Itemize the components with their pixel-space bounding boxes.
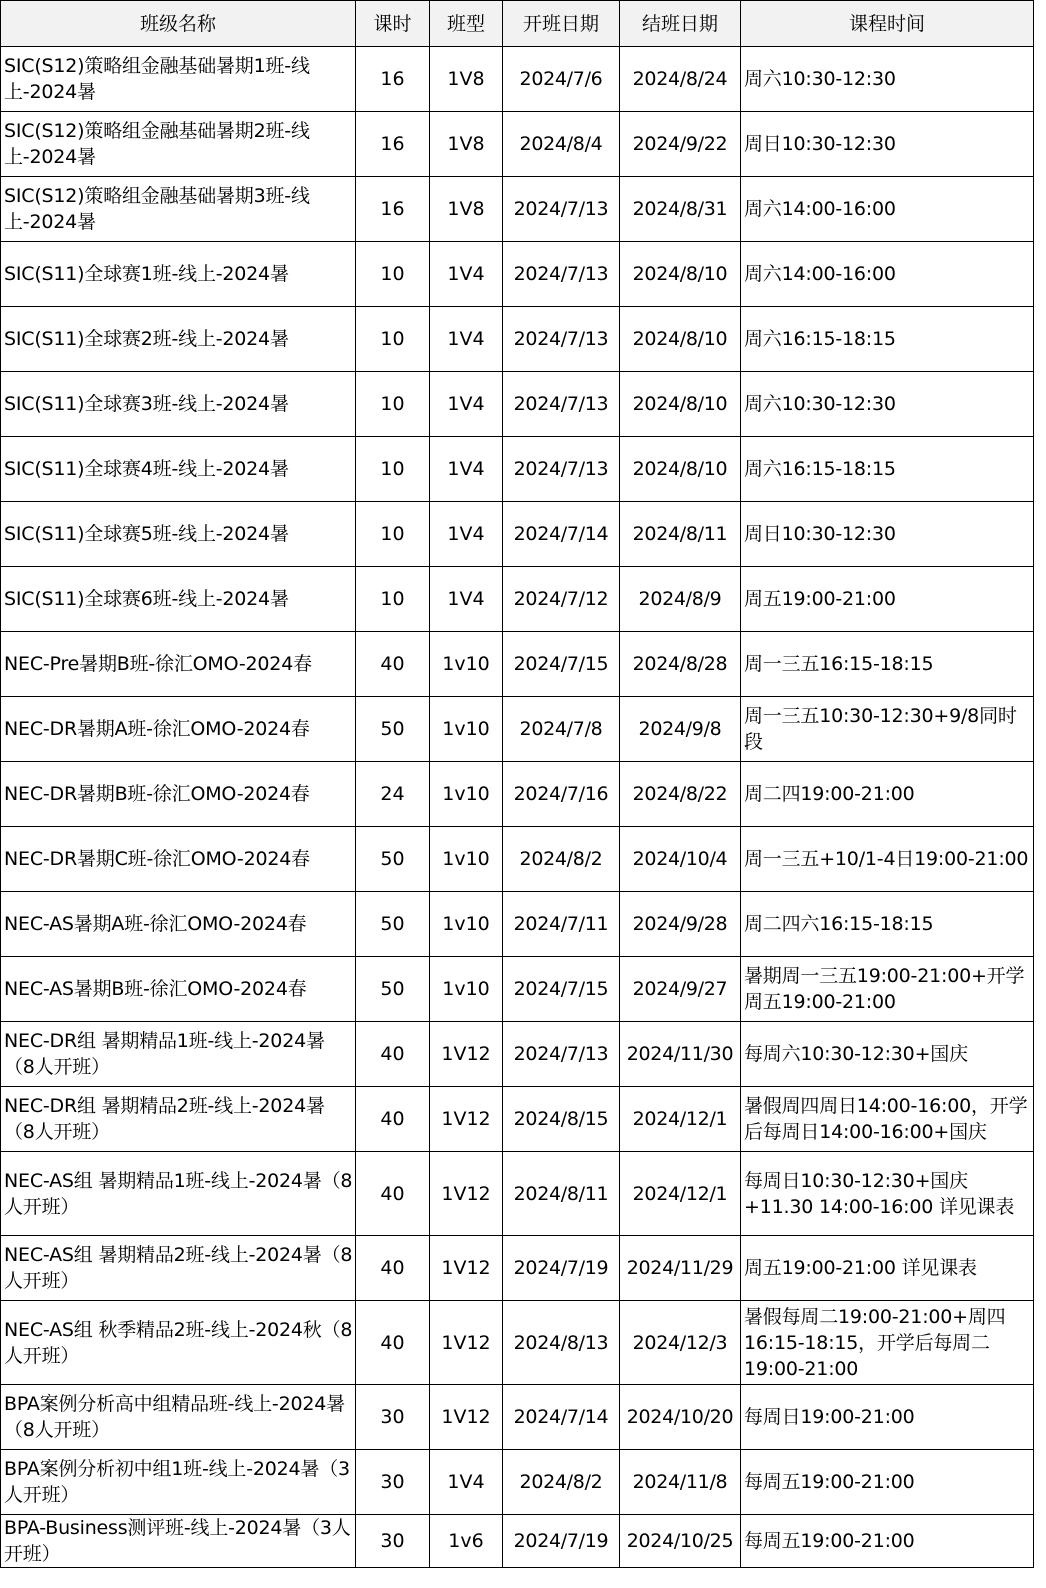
end-date-cell: 2024/12/1	[620, 1152, 741, 1236]
start-date-cell: 2024/7/13	[503, 1022, 620, 1087]
end-date-cell: 2024/11/29	[620, 1236, 741, 1301]
table-row	[1, 437, 1034, 502]
hours-cell: 40	[356, 632, 430, 697]
hours-cell: 30	[356, 1515, 430, 1568]
start-date-cell: 2024/8/2	[503, 827, 620, 892]
table-row	[1, 47, 1034, 112]
schedule-cell: 周六14:00-16:00	[741, 177, 1034, 242]
table-row	[1, 1236, 1034, 1301]
class-type-cell: 1V4	[430, 437, 503, 502]
table-row	[1, 307, 1034, 372]
class-type-cell: 1v10	[430, 892, 503, 957]
schedule-cell: 周一三五+10/1-4日19:00-21:00	[741, 827, 1034, 892]
schedule-cell: 周二四19:00-21:00	[741, 762, 1034, 827]
class-name-cell: SIC(S12)策略组金融基础暑期1班-线上-2024暑	[1, 47, 356, 112]
class-name-cell: SIC(S12)策略组金融基础暑期3班-线上-2024暑	[1, 177, 356, 242]
class-type-cell: 1V4	[430, 372, 503, 437]
schedule-cell: 周六10:30-12:30	[741, 47, 1034, 112]
table-row	[1, 892, 1034, 957]
header-class-name: 班级名称	[1, 1, 356, 47]
end-date-cell: 2024/10/25	[620, 1515, 741, 1568]
schedule-cell: 周日10:30-12:30	[741, 112, 1034, 177]
class-name-cell: NEC-DR组 暑期精品1班-线上-2024暑（8人开班）	[1, 1022, 356, 1087]
end-date-cell: 2024/8/10	[620, 372, 741, 437]
hours-cell: 30	[356, 1450, 430, 1515]
table-row	[1, 1450, 1034, 1515]
hours-cell: 50	[356, 957, 430, 1022]
class-name-cell: NEC-DR暑期C班-徐汇OMO-2024春	[1, 827, 356, 892]
header-hours: 课时	[356, 1, 430, 47]
class-type-cell: 1v10	[430, 697, 503, 762]
schedule-cell: 周六16:15-18:15	[741, 307, 1034, 372]
class-type-cell: 1V8	[430, 112, 503, 177]
class-name-cell: BPA案例分析高中组精品班-线上-2024暑（8人开班）	[1, 1385, 356, 1450]
start-date-cell: 2024/7/13	[503, 242, 620, 307]
table-row	[1, 1385, 1034, 1450]
table-row	[1, 1022, 1034, 1087]
hours-cell: 10	[356, 372, 430, 437]
hours-cell: 16	[356, 47, 430, 112]
schedule-cell: 暑期周一三五19:00-21:00+开学周五19:00-21:00	[741, 957, 1034, 1022]
start-date-cell: 2024/7/12	[503, 567, 620, 632]
class-type-cell: 1v10	[430, 762, 503, 827]
start-date-cell: 2024/8/2	[503, 1450, 620, 1515]
end-date-cell: 2024/12/1	[620, 1087, 741, 1152]
table-row	[1, 1515, 1034, 1568]
end-date-cell: 2024/9/22	[620, 112, 741, 177]
start-date-cell: 2024/7/13	[503, 372, 620, 437]
end-date-cell: 2024/8/10	[620, 307, 741, 372]
class-name-cell: BPA-Business测评班-线上-2024暑（3人开班）	[1, 1515, 356, 1568]
end-date-cell: 2024/8/31	[620, 177, 741, 242]
schedule-cell: 周六16:15-18:15	[741, 437, 1034, 502]
hours-cell: 10	[356, 567, 430, 632]
header-end-date: 结班日期	[620, 1, 741, 47]
schedule-cell: 暑假周四周日14:00-16:00，开学后每周日14:00-16:00+国庆	[741, 1087, 1034, 1152]
class-name-cell: SIC(S11)全球赛3班-线上-2024暑	[1, 372, 356, 437]
end-date-cell: 2024/12/3	[620, 1301, 741, 1385]
class-name-cell: NEC-DR暑期A班-徐汇OMO-2024春	[1, 697, 356, 762]
class-type-cell: 1v10	[430, 632, 503, 697]
end-date-cell: 2024/10/20	[620, 1385, 741, 1450]
hours-cell: 40	[356, 1087, 430, 1152]
class-name-cell: NEC-DR组 暑期精品2班-线上-2024暑（8人开班）	[1, 1087, 356, 1152]
end-date-cell: 2024/8/10	[620, 437, 741, 502]
schedule-cell: 周二四六16:15-18:15	[741, 892, 1034, 957]
header-schedule: 课程时间	[741, 1, 1034, 47]
table-row	[1, 1301, 1034, 1385]
hours-cell: 40	[356, 1236, 430, 1301]
table-row	[1, 567, 1034, 632]
schedule-cell: 每周日19:00-21:00	[741, 1385, 1034, 1450]
end-date-cell: 2024/11/30	[620, 1022, 741, 1087]
start-date-cell: 2024/7/16	[503, 762, 620, 827]
class-type-cell: 1v10	[430, 957, 503, 1022]
schedule-cell: 周五19:00-21:00 详见课表	[741, 1236, 1034, 1301]
start-date-cell: 2024/7/13	[503, 177, 620, 242]
start-date-cell: 2024/8/15	[503, 1087, 620, 1152]
end-date-cell: 2024/9/27	[620, 957, 741, 1022]
start-date-cell: 2024/7/11	[503, 892, 620, 957]
table-row	[1, 697, 1034, 762]
start-date-cell: 2024/8/4	[503, 112, 620, 177]
class-name-cell: BPA案例分析初中组1班-线上-2024暑（3人开班）	[1, 1450, 356, 1515]
start-date-cell: 2024/7/15	[503, 632, 620, 697]
start-date-cell: 2024/7/8	[503, 697, 620, 762]
table-row	[1, 112, 1034, 177]
start-date-cell: 2024/8/11	[503, 1152, 620, 1236]
class-name-cell: SIC(S11)全球赛4班-线上-2024暑	[1, 437, 356, 502]
hours-cell: 24	[356, 762, 430, 827]
start-date-cell: 2024/8/13	[503, 1301, 620, 1385]
class-type-cell: 1V12	[430, 1022, 503, 1087]
class-name-cell: SIC(S11)全球赛2班-线上-2024暑	[1, 307, 356, 372]
schedule-cell: 每周五19:00-21:00	[741, 1515, 1034, 1568]
end-date-cell: 2024/8/9	[620, 567, 741, 632]
end-date-cell: 2024/9/8	[620, 697, 741, 762]
table-row	[1, 827, 1034, 892]
class-name-cell: NEC-AS暑期A班-徐汇OMO-2024春	[1, 892, 356, 957]
class-name-cell: SIC(S11)全球赛5班-线上-2024暑	[1, 502, 356, 567]
hours-cell: 16	[356, 177, 430, 242]
hours-cell: 10	[356, 307, 430, 372]
schedule-cell: 周一三五16:15-18:15	[741, 632, 1034, 697]
end-date-cell: 2024/9/28	[620, 892, 741, 957]
class-type-cell: 1V12	[430, 1152, 503, 1236]
table-row	[1, 957, 1034, 1022]
start-date-cell: 2024/7/6	[503, 47, 620, 112]
class-type-cell: 1V12	[430, 1301, 503, 1385]
schedule-cell: 周一三五10:30-12:30+9/8同时段	[741, 697, 1034, 762]
schedule-cell: 每周六10:30-12:30+国庆	[741, 1022, 1034, 1087]
hours-cell: 30	[356, 1385, 430, 1450]
start-date-cell: 2024/7/13	[503, 307, 620, 372]
class-type-cell: 1V12	[430, 1087, 503, 1152]
end-date-cell: 2024/8/28	[620, 632, 741, 697]
hours-cell: 40	[356, 1022, 430, 1087]
schedule-cell: 周日10:30-12:30	[741, 502, 1034, 567]
end-date-cell: 2024/8/22	[620, 762, 741, 827]
start-date-cell: 2024/7/19	[503, 1236, 620, 1301]
schedule-cell: 周六10:30-12:30	[741, 372, 1034, 437]
table-row	[1, 1152, 1034, 1236]
hours-cell: 10	[356, 437, 430, 502]
end-date-cell: 2024/8/11	[620, 502, 741, 567]
end-date-cell: 2024/8/10	[620, 242, 741, 307]
hours-cell: 50	[356, 892, 430, 957]
hours-cell: 16	[356, 112, 430, 177]
class-type-cell: 1V8	[430, 177, 503, 242]
class-name-cell: SIC(S11)全球赛1班-线上-2024暑	[1, 242, 356, 307]
class-type-cell: 1V8	[430, 47, 503, 112]
start-date-cell: 2024/7/14	[503, 1385, 620, 1450]
class-type-cell: 1V12	[430, 1236, 503, 1301]
start-date-cell: 2024/7/14	[503, 502, 620, 567]
class-name-cell: NEC-DR暑期B班-徐汇OMO-2024春	[1, 762, 356, 827]
class-type-cell: 1V4	[430, 242, 503, 307]
table-row	[1, 1087, 1034, 1152]
class-name-cell: NEC-AS组 秋季精品2班-线上-2024秋（8人开班）	[1, 1301, 356, 1385]
class-name-cell: NEC-AS组 暑期精品2班-线上-2024暑（8人开班）	[1, 1236, 356, 1301]
start-date-cell: 2024/7/15	[503, 957, 620, 1022]
table-row	[1, 372, 1034, 437]
end-date-cell: 2024/10/4	[620, 827, 741, 892]
table-row	[1, 762, 1034, 827]
schedule-cell: 每周五19:00-21:00	[741, 1450, 1034, 1515]
table-row	[1, 242, 1034, 307]
hours-cell: 40	[356, 1301, 430, 1385]
end-date-cell: 2024/11/8	[620, 1450, 741, 1515]
class-name-cell: SIC(S11)全球赛6班-线上-2024暑	[1, 567, 356, 632]
class-type-cell: 1v10	[430, 827, 503, 892]
class-type-cell: 1v6	[430, 1515, 503, 1568]
class-type-cell: 1V12	[430, 1385, 503, 1450]
hours-cell: 10	[356, 242, 430, 307]
class-type-cell: 1V4	[430, 1450, 503, 1515]
schedule-cell: 暑假每周二19:00-21:00+周四16:15-18:15，开学后每周二19:00-21:00	[741, 1301, 1034, 1385]
schedule-cell: 周五19:00-21:00	[741, 567, 1034, 632]
class-name-cell: NEC-Pre暑期B班-徐汇OMO-2024春	[1, 632, 356, 697]
hours-cell: 50	[356, 697, 430, 762]
schedule-cell: 周六14:00-16:00	[741, 242, 1034, 307]
hours-cell: 10	[356, 502, 430, 567]
hours-cell: 40	[356, 1152, 430, 1236]
class-type-cell: 1V4	[430, 502, 503, 567]
class-name-cell: NEC-AS组 暑期精品1班-线上-2024暑（8人开班）	[1, 1152, 356, 1236]
header-row	[1, 1, 1034, 47]
header-start-date: 开班日期	[503, 1, 620, 47]
start-date-cell: 2024/7/19	[503, 1515, 620, 1568]
end-date-cell: 2024/8/24	[620, 47, 741, 112]
class-name-cell: NEC-AS暑期B班-徐汇OMO-2024春	[1, 957, 356, 1022]
class-type-cell: 1V4	[430, 307, 503, 372]
start-date-cell: 2024/7/13	[503, 437, 620, 502]
hours-cell: 50	[356, 827, 430, 892]
table-row	[1, 632, 1034, 697]
class-name-cell: SIC(S12)策略组金融基础暑期2班-线上-2024暑	[1, 112, 356, 177]
header-class-type: 班型	[430, 1, 503, 47]
schedule-cell: 每周日10:30-12:30+国庆+11.30 14:00-16:00 详见课表	[741, 1152, 1034, 1236]
table-row	[1, 502, 1034, 567]
class-type-cell: 1V4	[430, 567, 503, 632]
table-row	[1, 177, 1034, 242]
